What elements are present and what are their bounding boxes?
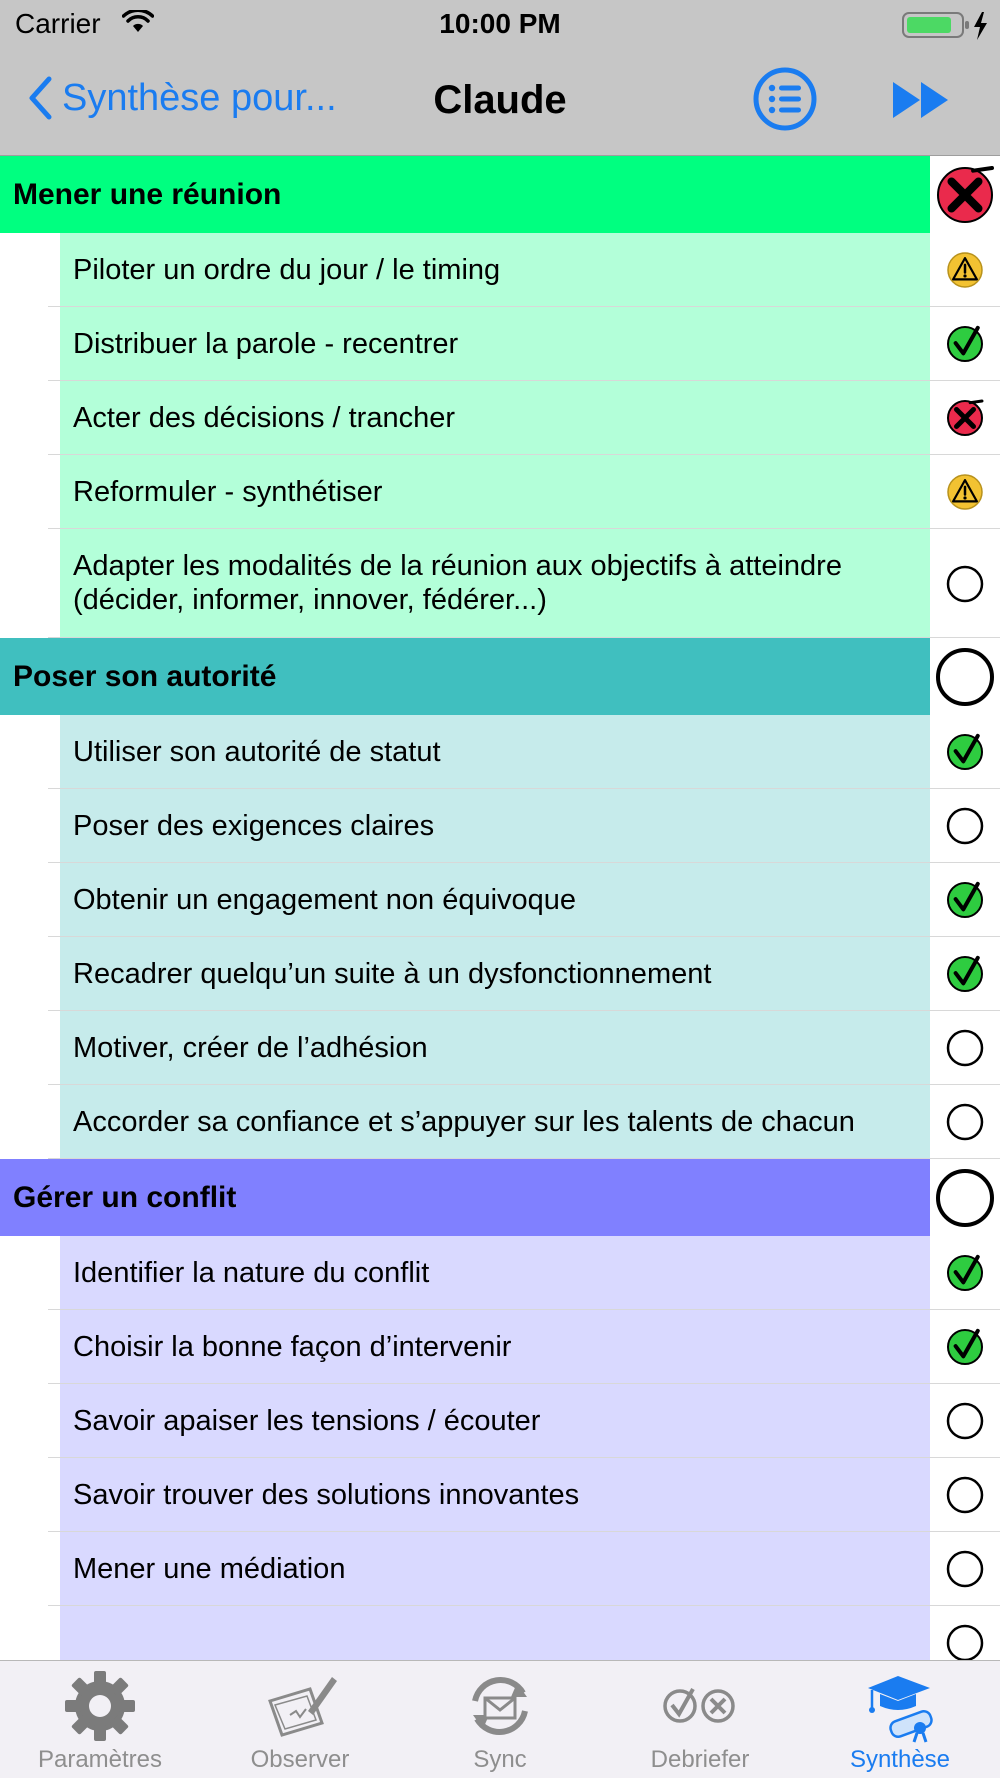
warning-icon [945, 250, 985, 290]
back-label: Synthèse pour... [62, 76, 337, 119]
sync-mail-icon [465, 1666, 535, 1746]
item-status-button[interactable] [930, 233, 1000, 307]
cross-icon [935, 165, 995, 225]
check-cross-icon [660, 1666, 740, 1746]
item-status-button[interactable] [930, 529, 1000, 638]
list-item[interactable] [0, 233, 1000, 307]
tab-label: Synthèse [849, 1746, 951, 1773]
page-title: Claude [433, 78, 567, 122]
tab-sync[interactable] [400, 1661, 600, 1778]
check-icon [945, 880, 985, 920]
row-indent [0, 529, 60, 638]
row-indent [0, 381, 60, 455]
row-indent [0, 1384, 60, 1458]
fast-forward-button[interactable] [890, 78, 954, 127]
check-icon [945, 324, 985, 364]
section-title: Poser son autorité [0, 638, 930, 715]
row-indent [0, 1458, 60, 1532]
list-item[interactable] [0, 1384, 1000, 1458]
item-label: Motiver, créer de l’adhésion [60, 1011, 930, 1085]
item-label: Piloter un ordre du jour / le timing [60, 233, 930, 307]
item-label: Distribuer la parole - recentrer [60, 307, 930, 381]
empty-circle-icon [945, 1549, 985, 1589]
item-label: Mener une médiation [60, 1532, 930, 1606]
section-header[interactable] [0, 1159, 1000, 1236]
section-status-button[interactable] [930, 638, 1000, 715]
list-item[interactable] [0, 863, 1000, 937]
empty-circle-icon [945, 1475, 985, 1515]
item-label: Reformuler - synthétiser [60, 455, 930, 529]
cross-icon [945, 398, 985, 438]
item-label: Recadrer quelqu’un suite à un dysfonctionnement [60, 937, 930, 1011]
item-label: Savoir apaiser les tensions / écouter [60, 1384, 930, 1458]
item-label: Poser des exigences claires [60, 789, 930, 863]
list-item[interactable] [0, 381, 1000, 455]
list-item[interactable] [0, 937, 1000, 1011]
item-label: Choisir la bonne façon d’intervenir [60, 1310, 930, 1384]
item-status-button[interactable] [930, 789, 1000, 863]
empty-circle-icon [945, 806, 985, 846]
empty-circle-icon [945, 564, 985, 604]
fast-forward-icon [890, 78, 954, 122]
list-icon [752, 66, 818, 132]
item-status-button[interactable] [930, 1532, 1000, 1606]
empty-circle-icon [945, 1102, 985, 1142]
item-status-button[interactable] [930, 381, 1000, 455]
row-indent [0, 789, 60, 863]
carrier-label: Carrier [15, 8, 101, 39]
empty-circle-icon [945, 1028, 985, 1068]
row-indent [0, 1236, 60, 1310]
item-label: Adapter les modalités de la réunion aux objectifs à atteindre (décider, informer, innover, fédérer...) [60, 529, 930, 638]
empty-circle-icon [945, 1623, 985, 1660]
gear-icon [62, 1666, 138, 1746]
back-button[interactable] [28, 76, 337, 120]
item-status-button[interactable] [930, 863, 1000, 937]
check-icon [945, 954, 985, 994]
item-label: Accorder sa confiance et s’appuyer sur les talents de chacun [60, 1085, 930, 1159]
clock: 10:00 PM [439, 8, 561, 39]
list-item[interactable] [0, 1310, 1000, 1384]
item-status-button[interactable] [930, 307, 1000, 381]
section-status-button[interactable] [930, 156, 1000, 233]
item-label: Utiliser son autorité de statut [60, 715, 930, 789]
row-indent [0, 1011, 60, 1085]
row-indent [0, 307, 60, 381]
navigation-bar [0, 50, 1000, 156]
item-status-button[interactable] [930, 1085, 1000, 1159]
check-icon [945, 1327, 985, 1367]
competency-list[interactable] [0, 156, 1000, 1660]
item-status-button[interactable] [930, 1310, 1000, 1384]
empty-circle-icon [935, 1168, 995, 1228]
list-item[interactable] [0, 1011, 1000, 1085]
section-title: Mener une réunion [0, 156, 930, 233]
tab-label: Observer [250, 1746, 350, 1773]
section-title: Gérer un conflit [0, 1159, 930, 1236]
item-label: Acter des décisions / trancher [60, 381, 930, 455]
item-status-button[interactable] [930, 1011, 1000, 1085]
list-item[interactable] [0, 1606, 1000, 1660]
list-item[interactable] [0, 789, 1000, 863]
list-item[interactable] [0, 455, 1000, 529]
check-icon [945, 732, 985, 772]
tab-synthese[interactable] [800, 1661, 1000, 1778]
row-indent [0, 1310, 60, 1384]
section-header[interactable] [0, 156, 1000, 233]
row-indent [0, 863, 60, 937]
row-indent [0, 1606, 60, 1660]
tab-parametres[interactable] [0, 1661, 200, 1778]
chevron-left-icon [28, 76, 52, 120]
item-status-button[interactable] [930, 715, 1000, 789]
item-status-button[interactable] [930, 1384, 1000, 1458]
list-item[interactable] [0, 715, 1000, 789]
list-button[interactable] [752, 66, 818, 137]
item-status-button[interactable] [930, 455, 1000, 529]
tab-label: Debriefer [650, 1746, 750, 1773]
list-item[interactable] [0, 1532, 1000, 1606]
row-indent [0, 715, 60, 789]
list-item[interactable] [0, 1458, 1000, 1532]
tab-observer[interactable] [200, 1661, 400, 1778]
section-status-button[interactable] [930, 1159, 1000, 1236]
item-status-button[interactable] [930, 937, 1000, 1011]
row-indent [0, 233, 60, 307]
item-status-button[interactable] [930, 1236, 1000, 1310]
tab-debriefer[interactable] [600, 1661, 800, 1778]
list-item[interactable] [0, 1085, 1000, 1159]
status-bar [0, 0, 1000, 50]
check-icon [945, 1253, 985, 1293]
tab-label: Paramètres [37, 1746, 163, 1773]
row-indent [0, 1085, 60, 1159]
row-indent [0, 1532, 60, 1606]
row-indent [0, 937, 60, 1011]
list-item[interactable] [0, 529, 1000, 638]
item-status-button[interactable] [930, 1458, 1000, 1532]
graduation-icon [860, 1666, 940, 1746]
empty-circle-icon [935, 647, 995, 707]
tab-bar [0, 1660, 1000, 1778]
empty-circle-icon [945, 1401, 985, 1441]
item-label: Obtenir un engagement non équivoque [60, 863, 930, 937]
tab-label: Sync [473, 1746, 527, 1773]
item-label: Identifier la nature du conflit [60, 1236, 930, 1310]
battery-icon [902, 11, 992, 46]
item-label [60, 1606, 930, 1660]
list-item[interactable] [0, 307, 1000, 381]
list-item[interactable] [0, 1236, 1000, 1310]
item-status-button[interactable] [930, 1606, 1000, 1660]
tablet-pen-icon [260, 1666, 340, 1746]
warning-icon [945, 472, 985, 512]
section-header[interactable] [0, 638, 1000, 715]
row-indent [0, 455, 60, 529]
item-label: Savoir trouver des solutions innovantes [60, 1458, 930, 1532]
